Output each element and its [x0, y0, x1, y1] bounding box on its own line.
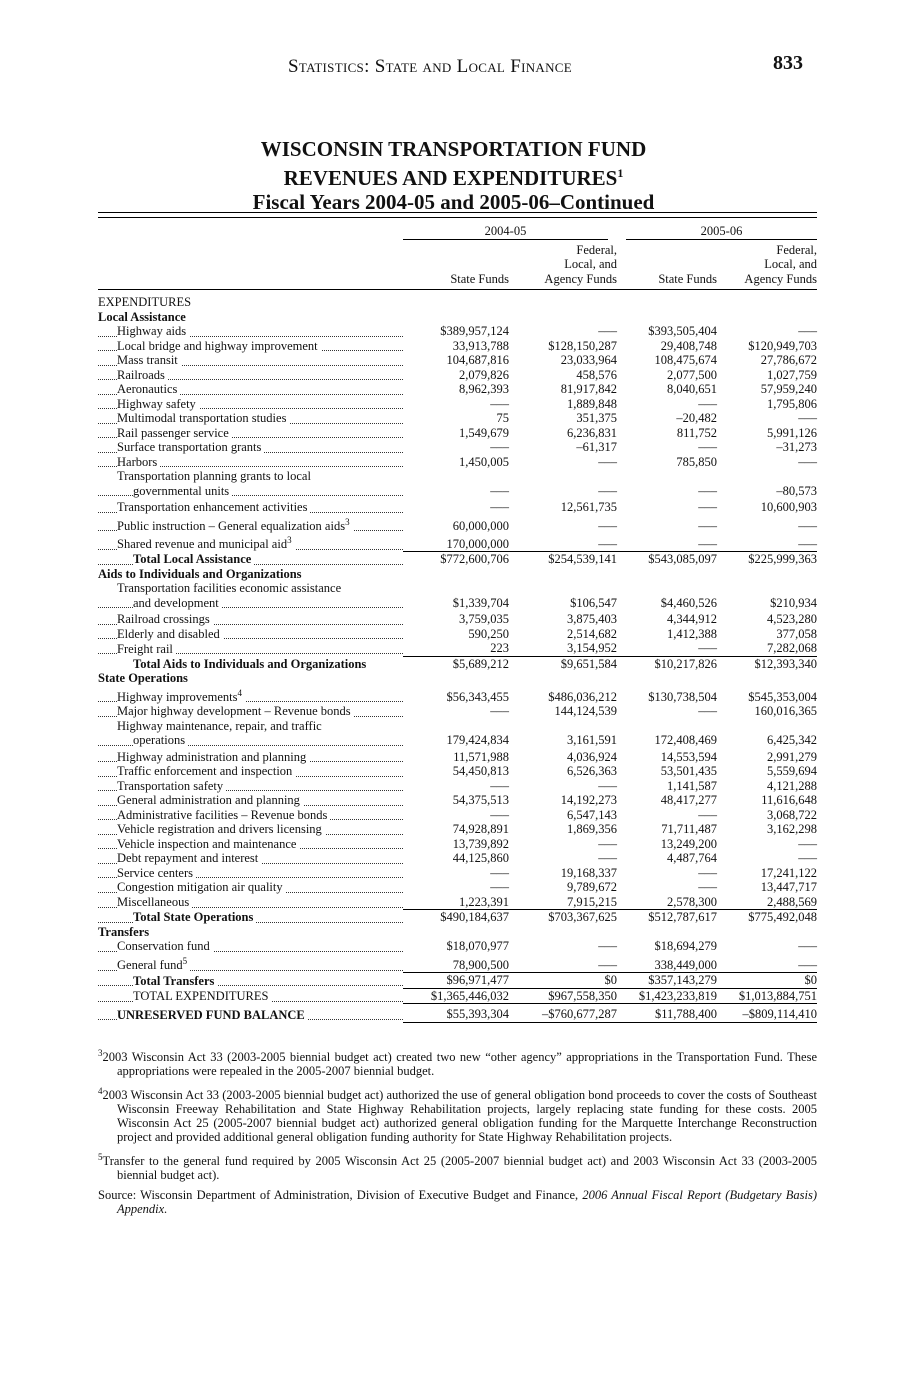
- value-cell: 3,068,722: [767, 807, 817, 822]
- value-cell: 17,241,122: [760, 865, 817, 880]
- expenditures-heading: [98, 295, 817, 310]
- table-row: [98, 484, 817, 499]
- footnotes: [98, 1046, 817, 1222]
- value-cell: 3,161,591: [567, 733, 617, 748]
- value-cell: –––: [698, 440, 717, 454]
- value-cell: 75: [496, 411, 509, 425]
- value-cell: –––: [598, 939, 617, 954]
- row-label: Highway maintenance, repair, and traffic: [117, 718, 322, 733]
- value-cell: 60,000,000: [452, 518, 509, 533]
- value-cell: $0: [717, 973, 817, 989]
- row-label: Highway improvements$^4$: [98, 686, 403, 705]
- value-cell: –––: [598, 957, 617, 972]
- value-cell: –––: [698, 641, 717, 656]
- row-label: Highway safety: [98, 397, 403, 412]
- value-cell: –––: [490, 483, 509, 498]
- value-cell: –20,482: [676, 411, 717, 425]
- table-row: [98, 339, 817, 354]
- table-row: [98, 397, 817, 412]
- source-note: Source: Wisconsin Department of Administration, Division of Executive Budget and Finance, 2006 Annual Fiscal Report (Budgetary Basis) Appendix.: [98, 1188, 817, 1217]
- value-cell: 8,962,393: [459, 382, 509, 396]
- row-label: Transportation safety: [98, 779, 403, 794]
- value-cell: $18,694,279: [654, 939, 717, 954]
- value-cell: $10,217,826: [617, 656, 717, 671]
- value-cell: 170,000,000: [446, 536, 509, 551]
- row-label: Mass transit: [98, 353, 403, 368]
- unreserved-balance-row: [98, 1004, 817, 1023]
- value-cell: 172,408,469: [654, 733, 717, 748]
- value-cell: 1,549,679: [459, 425, 509, 440]
- value-cell: –31,273: [776, 440, 817, 454]
- value-cell: $1,423,233,819: [617, 988, 717, 1004]
- table-row: [98, 764, 817, 779]
- section-heading-text: Aids to Individuals and Organizations: [98, 566, 302, 581]
- row-label: Total Transfers: [98, 973, 403, 989]
- value-cell: –––: [798, 939, 817, 954]
- value-cell: –––: [490, 778, 509, 793]
- row-label: Highway aids: [98, 324, 403, 339]
- table-row: [98, 686, 817, 705]
- row-label: Rail passenger service: [98, 426, 403, 441]
- row-label: Transportation facilities economic assistance: [117, 581, 342, 596]
- table-row: [98, 779, 817, 794]
- value-cell: 10,600,903: [760, 500, 817, 514]
- value-cell: 179,424,834: [446, 733, 509, 748]
- value-cell: 19,168,337: [560, 865, 617, 880]
- table-row: [98, 411, 817, 426]
- value-cell: –––: [698, 880, 717, 895]
- value-cell: 6,547,143: [567, 807, 617, 822]
- value-cell: 81,917,842: [560, 382, 617, 396]
- row-label: Major highway development – Revenue bonds: [98, 704, 403, 719]
- value-cell: 53,501,435: [660, 764, 717, 779]
- header-years: [98, 224, 817, 239]
- row-label: General fund$^5$: [98, 954, 403, 973]
- value-cell: 11,616,648: [761, 793, 817, 808]
- value-cell: 13,447,717: [760, 880, 817, 895]
- value-cell: $543,085,097: [617, 552, 717, 567]
- section-heading-text: Transfers: [98, 924, 150, 939]
- row-label: and development: [98, 596, 403, 611]
- table-row-wrap: [98, 469, 817, 484]
- value-cell: $486,036,212: [548, 689, 617, 704]
- grand-total-row: [98, 988, 817, 1004]
- row-label: Congestion mitigation air quality: [98, 880, 403, 895]
- value-cell: 13,739,892: [452, 836, 509, 851]
- finance-table: [98, 212, 817, 1023]
- state-operations-heading: [98, 671, 817, 686]
- table-row: [98, 515, 817, 534]
- table-row: [98, 324, 817, 339]
- value-cell: –––: [598, 851, 617, 866]
- value-cell: –––: [598, 454, 617, 469]
- value-cell: $106,547: [570, 595, 617, 610]
- value-cell: –$809,114,410: [717, 1004, 817, 1023]
- table-row: [98, 866, 817, 881]
- value-cell: $96,971,477: [403, 973, 509, 989]
- col-state-2004: State Funds: [403, 239, 509, 290]
- value-cell: –––: [598, 483, 617, 498]
- table-row: [98, 596, 817, 611]
- value-cell: $128,150,287: [548, 338, 617, 353]
- value-cell: 48,417,277: [660, 793, 717, 808]
- value-cell: –––: [698, 536, 717, 551]
- value-cell: $120,949,703: [748, 338, 817, 353]
- value-cell: –––: [490, 396, 509, 411]
- value-cell: –––: [698, 483, 717, 498]
- year-2004-05: 2004-05: [403, 224, 617, 239]
- table-row: [98, 641, 817, 656]
- value-cell: $967,558,350: [509, 988, 617, 1004]
- col-state-2005: State Funds: [617, 239, 717, 290]
- value-cell: 1,027,759: [767, 367, 817, 382]
- value-cell: –––: [798, 836, 817, 851]
- value-cell: –––: [798, 411, 817, 425]
- table-row: [98, 382, 817, 397]
- row-label: Local bridge and highway improvement: [98, 339, 403, 354]
- value-cell: 4,523,280: [767, 612, 817, 627]
- row-label: TOTAL EXPENDITURES: [98, 988, 403, 1004]
- table-row: [98, 353, 817, 368]
- value-cell: –––: [698, 396, 717, 411]
- table-row: [98, 837, 817, 852]
- row-label: Debt repayment and interest: [98, 851, 403, 866]
- value-cell: –––: [798, 536, 817, 551]
- value-cell: 6,425,342: [767, 733, 817, 748]
- value-cell: 3,154,952: [567, 641, 617, 656]
- value-cell: 57,959,240: [760, 382, 817, 396]
- row-label: Transportation planning grants to local: [117, 469, 311, 483]
- value-cell: $4,460,526: [660, 595, 717, 610]
- row-label: Surface transportation grants: [98, 440, 403, 455]
- table-row: [98, 939, 817, 954]
- value-cell: 7,915,215: [567, 894, 617, 909]
- value-cell: 8,040,651: [667, 382, 717, 396]
- value-cell: $512,787,617: [617, 910, 717, 925]
- row-label: Harbors: [98, 455, 403, 470]
- total-row: [98, 973, 817, 989]
- table-row: [98, 627, 817, 642]
- value-cell: 5,559,694: [767, 764, 817, 779]
- value-cell: 6,526,363: [567, 764, 617, 779]
- value-cell: $12,393,340: [717, 656, 817, 671]
- col-federal-2004: Federal, Local, and Agency Funds: [509, 239, 617, 290]
- value-cell: $210,934: [770, 595, 817, 610]
- value-cell: –––: [698, 865, 717, 880]
- section-heading-text: EXPENDITURES: [98, 295, 192, 309]
- total-row: [98, 552, 817, 567]
- header-funds: [98, 239, 817, 290]
- row-label: Total Aids to Individuals and Organizations: [133, 656, 367, 671]
- value-cell: 2,991,279: [767, 749, 817, 764]
- table-row-wrap: [98, 581, 817, 596]
- value-cell: 11,571,988: [453, 749, 509, 764]
- value-cell: 2,578,300: [667, 894, 717, 909]
- value-cell: –––: [598, 778, 617, 793]
- row-label: Total State Operations: [98, 910, 403, 925]
- table-title: [0, 137, 907, 214]
- table-row: [98, 426, 817, 441]
- value-cell: 74,928,891: [452, 822, 509, 837]
- value-cell: 811,752: [676, 425, 717, 440]
- value-cell: –––: [698, 500, 717, 514]
- row-label: Public instruction – General equalization aids$^3$: [98, 515, 403, 534]
- value-cell: –––: [798, 851, 817, 866]
- value-cell: $130,738,504: [648, 689, 717, 704]
- value-cell: 44,125,860: [452, 851, 509, 866]
- table-row: [98, 368, 817, 383]
- value-cell: $9,651,584: [509, 656, 617, 671]
- row-label: governmental units: [98, 484, 403, 499]
- value-cell: $254,539,141: [509, 552, 617, 567]
- value-cell: $389,957,124: [440, 324, 509, 338]
- value-cell: $225,999,363: [717, 552, 817, 567]
- running-head-title: Statistics: State and Local Finance: [288, 56, 572, 77]
- value-cell: 785,850: [676, 454, 717, 469]
- row-label: Vehicle registration and drivers licensing: [98, 822, 403, 837]
- row-label: Aeronautics: [98, 382, 403, 397]
- value-cell: –––: [598, 324, 617, 338]
- value-cell: –––: [698, 807, 717, 822]
- value-cell: 377,058: [776, 626, 817, 641]
- running-head: [0, 52, 907, 82]
- value-cell: 12,561,735: [560, 500, 617, 514]
- value-cell: 160,016,365: [754, 704, 817, 719]
- row-label: Railroad crossings: [98, 612, 403, 627]
- table-row: [98, 851, 817, 866]
- row-label: Service centers: [98, 866, 403, 881]
- row-label: Conservation fund: [98, 939, 403, 954]
- value-cell: 1,869,356: [567, 822, 617, 837]
- value-cell: –––: [798, 454, 817, 469]
- value-cell: 108,475,674: [654, 353, 717, 367]
- value-cell: –––: [490, 440, 509, 454]
- value-cell: –––: [490, 880, 509, 895]
- value-cell: 54,375,513: [452, 793, 509, 808]
- title-line-3: Fiscal Years 2004-05 and 2005-06–Continued: [252, 190, 655, 214]
- year-2005-06: 2005-06: [617, 224, 817, 239]
- value-cell: $490,184,637: [403, 910, 509, 925]
- row-label: Freight rail: [98, 641, 403, 656]
- section-heading-text: Local Assistance: [98, 309, 186, 324]
- section-heading-text: State Operations: [98, 671, 188, 686]
- row-label: Highway administration and planning: [98, 750, 403, 765]
- value-cell: 2,514,682: [567, 626, 617, 641]
- value-cell: –61,317: [576, 440, 617, 454]
- value-cell: $393,505,404: [648, 324, 717, 338]
- footnote-5: $^5$Transfer to the general fund required by 2005 Wisconsin Act 25 (2005-2007 biennial budget act) and 2003 Wisconsin Act 33 (2003-2005 biennial budget act).: [98, 1152, 817, 1183]
- value-cell: –––: [698, 704, 717, 719]
- value-cell: –––: [598, 536, 617, 551]
- value-cell: 1,795,806: [767, 396, 817, 411]
- page-number: 833: [773, 52, 803, 74]
- value-cell: 1,412,388: [667, 626, 717, 641]
- row-label: Transportation enhancement activities: [98, 500, 403, 515]
- table-row: [98, 533, 817, 552]
- value-cell: –––: [698, 518, 717, 533]
- value-cell: –––: [490, 807, 509, 822]
- transfers-heading: [98, 925, 817, 940]
- aids-heading: [98, 567, 817, 582]
- table-row: [98, 750, 817, 765]
- value-cell: 14,192,273: [560, 793, 617, 808]
- value-cell: 33,913,788: [452, 338, 509, 353]
- row-label: Traffic enforcement and inspection: [98, 764, 403, 779]
- table-row: [98, 880, 817, 895]
- row-label: Shared revenue and municipal aid$^3$: [98, 533, 403, 552]
- value-cell: –$760,677,287: [509, 1004, 617, 1023]
- value-cell: 13,249,200: [660, 836, 717, 851]
- footnote-3: $^3$2003 Wisconsin Act 33 (2003-2005 biennial budget act) created two new “other agency” appropriations in the Transportation Fund. These appropriations were repealed in the 2005-2007 biennial budget.: [98, 1048, 817, 1079]
- value-cell: $357,143,279: [617, 973, 717, 989]
- table-row: [98, 455, 817, 470]
- value-cell: 4,121,288: [767, 778, 817, 793]
- value-cell: –––: [490, 704, 509, 719]
- value-cell: $772,600,706: [403, 552, 509, 567]
- title-line-1: WISCONSIN TRANSPORTATION FUND: [260, 137, 647, 161]
- value-cell: 3,875,403: [567, 612, 617, 627]
- total-row: [98, 656, 817, 671]
- value-cell: 29,408,748: [660, 338, 717, 353]
- table-row: [98, 808, 817, 823]
- local-assistance-heading: [98, 310, 817, 325]
- row-label: Railroads: [98, 368, 403, 383]
- value-cell: $0: [509, 973, 617, 989]
- value-cell: 4,487,764: [667, 851, 717, 866]
- title-line-2: REVENUES AND EXPENDITURES$^1$: [283, 166, 624, 190]
- value-cell: 7,282,068: [767, 641, 817, 656]
- value-cell: 144,124,539: [554, 704, 617, 719]
- value-cell: $775,492,048: [717, 910, 817, 925]
- value-cell: 23,033,964: [560, 353, 617, 367]
- value-cell: 54,450,813: [452, 764, 509, 779]
- value-cell: 351,375: [576, 411, 617, 425]
- table-row: [98, 954, 817, 973]
- value-cell: 6,236,831: [567, 425, 617, 440]
- row-label: Multimodal transportation studies: [98, 411, 403, 426]
- value-cell: 9,789,672: [567, 880, 617, 895]
- total-row: [98, 910, 817, 925]
- value-cell: 4,344,912: [667, 612, 717, 627]
- value-cell: 1,450,005: [459, 454, 509, 469]
- value-cell: 14,553,594: [660, 749, 717, 764]
- value-cell: 2,079,826: [459, 367, 509, 382]
- value-cell: $1,013,884,751: [717, 988, 817, 1004]
- value-cell: $1,339,704: [452, 595, 509, 610]
- value-cell: 71,711,487: [661, 822, 717, 837]
- value-cell: –––: [798, 324, 817, 338]
- table-row: [98, 440, 817, 455]
- value-cell: 2,077,500: [667, 367, 717, 382]
- value-cell: 27,786,672: [760, 353, 817, 367]
- value-cell: 1,141,587: [667, 778, 717, 793]
- value-cell: $5,689,212: [403, 656, 509, 671]
- value-cell: $1,365,446,032: [403, 988, 509, 1004]
- value-cell: 3,162,298: [767, 822, 817, 837]
- value-cell: –80,573: [776, 483, 817, 498]
- table-row: [98, 612, 817, 627]
- value-cell: $545,353,004: [748, 689, 817, 704]
- row-label: Administrative facilities – Revenue bonds: [98, 808, 403, 823]
- row-label: Miscellaneous: [98, 895, 403, 910]
- value-cell: –––: [598, 518, 617, 533]
- value-cell: –––: [490, 500, 509, 514]
- row-label: Elderly and disabled: [98, 627, 403, 642]
- value-cell: $18,070,977: [446, 939, 509, 954]
- value-cell: –––: [798, 957, 817, 972]
- value-cell: $55,393,304: [403, 1004, 509, 1023]
- value-cell: 104,687,816: [446, 353, 509, 367]
- value-cell: 1,223,391: [459, 894, 509, 909]
- table-row: [98, 733, 817, 748]
- row-label: Total Local Assistance: [98, 552, 403, 567]
- footnote-4: $^4$2003 Wisconsin Act 33 (2003-2005 biennial budget act) authorized the use of general obligation bond proceeds to cover the costs of Southeast Wisconsin Freeway Rehabilitation and State Highway Rehabilitation projects, largely replacing state funding for these costs. 2005 Wisconsin Act 25 (2005-2007 biennial budget act) authorized general obligation funding for the Marquette Interchange Reconstruction project and provided additional general obligation funding authority for State Highway Rehabilitation projects.: [98, 1086, 817, 1145]
- value-cell: 4,036,924: [567, 749, 617, 764]
- value-cell: –––: [798, 518, 817, 533]
- value-cell: 338,449,000: [654, 957, 717, 972]
- value-cell: –––: [598, 836, 617, 851]
- row-label: UNRESERVED FUND BALANCE: [98, 1004, 403, 1023]
- value-cell: 1,889,848: [567, 396, 617, 411]
- value-cell: 78,900,500: [452, 957, 509, 972]
- table-row: [98, 895, 817, 910]
- value-cell: 2,488,569: [767, 894, 817, 909]
- table-row: [98, 500, 817, 515]
- table-row: [98, 793, 817, 808]
- value-cell: $56,343,455: [446, 689, 509, 704]
- value-cell: 590,250: [468, 626, 509, 641]
- table-row: [98, 704, 817, 719]
- value-cell: $11,788,400: [617, 1004, 717, 1023]
- row-label: General administration and planning: [98, 793, 403, 808]
- row-label: Vehicle inspection and maintenance: [98, 837, 403, 852]
- table-row-wrap: [98, 719, 817, 734]
- value-cell: 223: [490, 641, 509, 656]
- value-cell: $703,367,625: [509, 910, 617, 925]
- table-row: [98, 822, 817, 837]
- col-federal-2005: Federal, Local, and Agency Funds: [717, 239, 817, 290]
- value-cell: 3,759,035: [459, 612, 509, 627]
- value-cell: 458,576: [576, 367, 617, 382]
- value-cell: 5,991,126: [767, 425, 817, 440]
- value-cell: –––: [490, 865, 509, 880]
- row-label: operations: [98, 733, 403, 748]
